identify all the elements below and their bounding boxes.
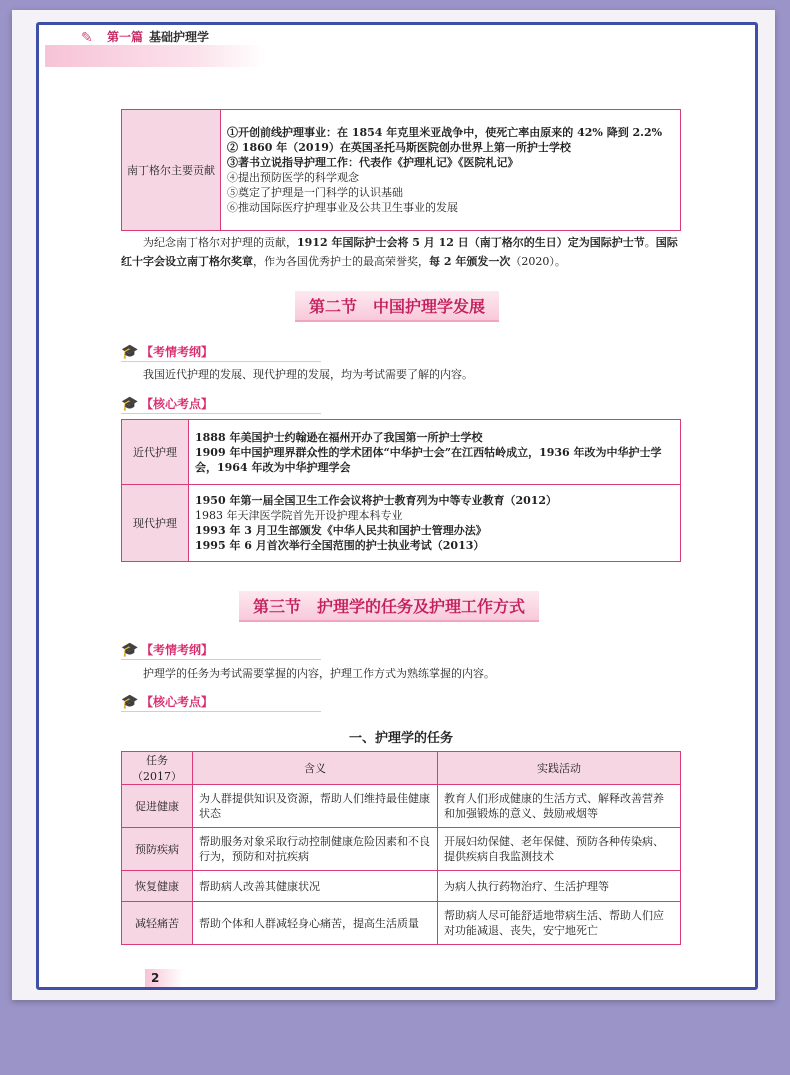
header-subject: 基础护理学 bbox=[149, 30, 210, 44]
page-header bbox=[45, 45, 265, 67]
column-header: 含义 bbox=[193, 752, 438, 785]
section3-title: 第三节 护理学的任务及护理工作方式 bbox=[239, 591, 539, 622]
section2-desc: 我国近代护理的发展、现代护理的发展，均为考试需要了解的内容。 bbox=[143, 368, 473, 381]
nightingale-paragraph bbox=[121, 233, 687, 271]
nightingale-item: ①开创前线护理事业：在 1854 年克里米亚战争中，使死亡率由原来的 42% 降到 2.2% bbox=[227, 126, 663, 139]
nightingale-item: ⑤奠定了护理是一门科学的认识基础 bbox=[227, 186, 403, 199]
nightingale-item: ② 1860 年（2019）在英国圣托马斯医院创办世界上第一所护士学校 bbox=[227, 141, 571, 154]
graduation-cap-icon: 🎓 bbox=[121, 344, 139, 360]
page-number: 2 bbox=[145, 969, 183, 987]
column-header: 实践活动 bbox=[438, 752, 681, 785]
para-text: 为纪念南丁格尔对护理的贡献， bbox=[143, 236, 297, 249]
table-header-row bbox=[122, 752, 681, 785]
nightingale-item: ③著书立说指导护理工作：代表作《护理札记》《医院札记》 bbox=[227, 156, 519, 169]
tag-label: 【考情考纲】 bbox=[141, 643, 214, 657]
history-label: 近代护理 bbox=[122, 420, 189, 485]
table-row bbox=[122, 871, 681, 902]
nightingale-contents bbox=[221, 110, 681, 231]
practice-cell: 为病人执行药物治疗、生活护理等 bbox=[438, 871, 681, 902]
page-sheet bbox=[12, 10, 775, 1000]
nightingale-label: 南丁格尔主要贡献 bbox=[122, 110, 221, 231]
meaning-cell: 帮助服务对象采取行动控制健康危险因素和不良行为，预防和对抗疾病 bbox=[193, 828, 438, 871]
history-line: 1995 年 6 月首次举行全国范围的护士执业考试（2013） bbox=[195, 539, 485, 552]
header-part: 第一篇 bbox=[107, 30, 144, 44]
meaning-cell: 为人群提供知识及资源，帮助人们维持最佳健康状态 bbox=[193, 785, 438, 828]
task-cell: 预防疾病 bbox=[122, 828, 193, 871]
china-history-table bbox=[121, 419, 681, 562]
header-title bbox=[107, 28, 209, 45]
graduation-cap-icon: 🎓 bbox=[121, 396, 139, 412]
pencil-icon: ✎ bbox=[81, 30, 93, 46]
para-bold: 1912 年国际护士会将 5 月 12 日（南丁格尔的生日）定为国际护士节 bbox=[297, 236, 645, 249]
graduation-cap-icon: 🎓 bbox=[121, 694, 139, 710]
section3-desc: 护理学的任务为考试需要掌握的内容，护理工作方式为熟练掌握的内容。 bbox=[143, 667, 495, 680]
history-line: 1993 年 3 月卫生部颁发《中华人民共和国护士管理办法》 bbox=[195, 524, 487, 537]
task-cell: 恢复健康 bbox=[122, 871, 193, 902]
practice-cell: 帮助病人尽可能舒适地带病生活、帮助人们应对功能减退、丧失，安宁地死亡 bbox=[438, 902, 681, 945]
table-row bbox=[122, 785, 681, 828]
section2-tag-core bbox=[121, 395, 213, 412]
tag-label: 【核心考点】 bbox=[141, 695, 214, 709]
history-contents bbox=[189, 485, 681, 562]
section3-tag-outline bbox=[121, 641, 213, 658]
history-line: 1909 年中国护理界群众性的学术团体“中华护士会”在江西牯岭成立，1936 年改为中华护士学会，1964 年改为中华护理学会 bbox=[195, 445, 662, 474]
section3-subtitle: 一、护理学的任务 bbox=[348, 731, 453, 746]
tag-underline bbox=[121, 659, 321, 660]
column-header: 任务（2017） bbox=[122, 752, 193, 785]
tag-underline bbox=[121, 361, 321, 362]
task-cell: 减轻痛苦 bbox=[122, 902, 193, 945]
para-bold: 每 2 年颁发一次 bbox=[429, 255, 511, 268]
para-text: （2020）。 bbox=[510, 255, 566, 268]
para-text: ，作为各国优秀护士的最高荣誉奖， bbox=[253, 255, 429, 268]
section2-title: 第二节 中国护理学发展 bbox=[295, 291, 499, 322]
history-line: 1983 年天津医学院首先开设护理本科专业 bbox=[195, 509, 403, 522]
table-row bbox=[122, 828, 681, 871]
tag-underline bbox=[121, 711, 321, 712]
task-cell: 促进健康 bbox=[122, 785, 193, 828]
tag-label: 【核心考点】 bbox=[141, 397, 214, 411]
section2-tag-outline bbox=[121, 343, 213, 360]
graduation-cap-icon: 🎓 bbox=[121, 642, 139, 658]
meaning-cell: 帮助病人改善其健康状况 bbox=[193, 871, 438, 902]
meaning-cell: 帮助个体和人群减轻身心痛苦，提高生活质量 bbox=[193, 902, 438, 945]
history-contents bbox=[189, 420, 681, 485]
history-label: 现代护理 bbox=[122, 485, 189, 562]
practice-cell: 教育人们形成健康的生活方式、解释改善营养和加强锻炼的意义、鼓励戒烟等 bbox=[438, 785, 681, 828]
nightingale-item: ④提出预防医学的科学观念 bbox=[227, 171, 359, 184]
nightingale-item: ⑥推动国际医疗护理事业及公共卫生事业的发展 bbox=[227, 201, 458, 214]
tag-underline bbox=[121, 413, 321, 414]
page-frame bbox=[36, 22, 758, 990]
section3-tag-core bbox=[121, 693, 213, 710]
nursing-tasks-table bbox=[121, 751, 681, 945]
para-bold: 国际红十字会设立南丁格尔奖章 bbox=[121, 236, 678, 268]
table-row bbox=[122, 902, 681, 945]
tag-label: 【考情考纲】 bbox=[141, 345, 214, 359]
nightingale-table bbox=[121, 109, 681, 231]
practice-cell: 开展妇幼保健、老年保健、预防各种传染病、提供疾病自我监测技术 bbox=[438, 828, 681, 871]
history-line: 1950 年第一届全国卫生工作会议将护士教育列为中等专业教育（2012） bbox=[195, 494, 558, 507]
para-text: 。 bbox=[644, 236, 656, 249]
history-line: 1888 年美国护士约翰逊在福州开办了我国第一所护士学校 bbox=[195, 430, 483, 444]
